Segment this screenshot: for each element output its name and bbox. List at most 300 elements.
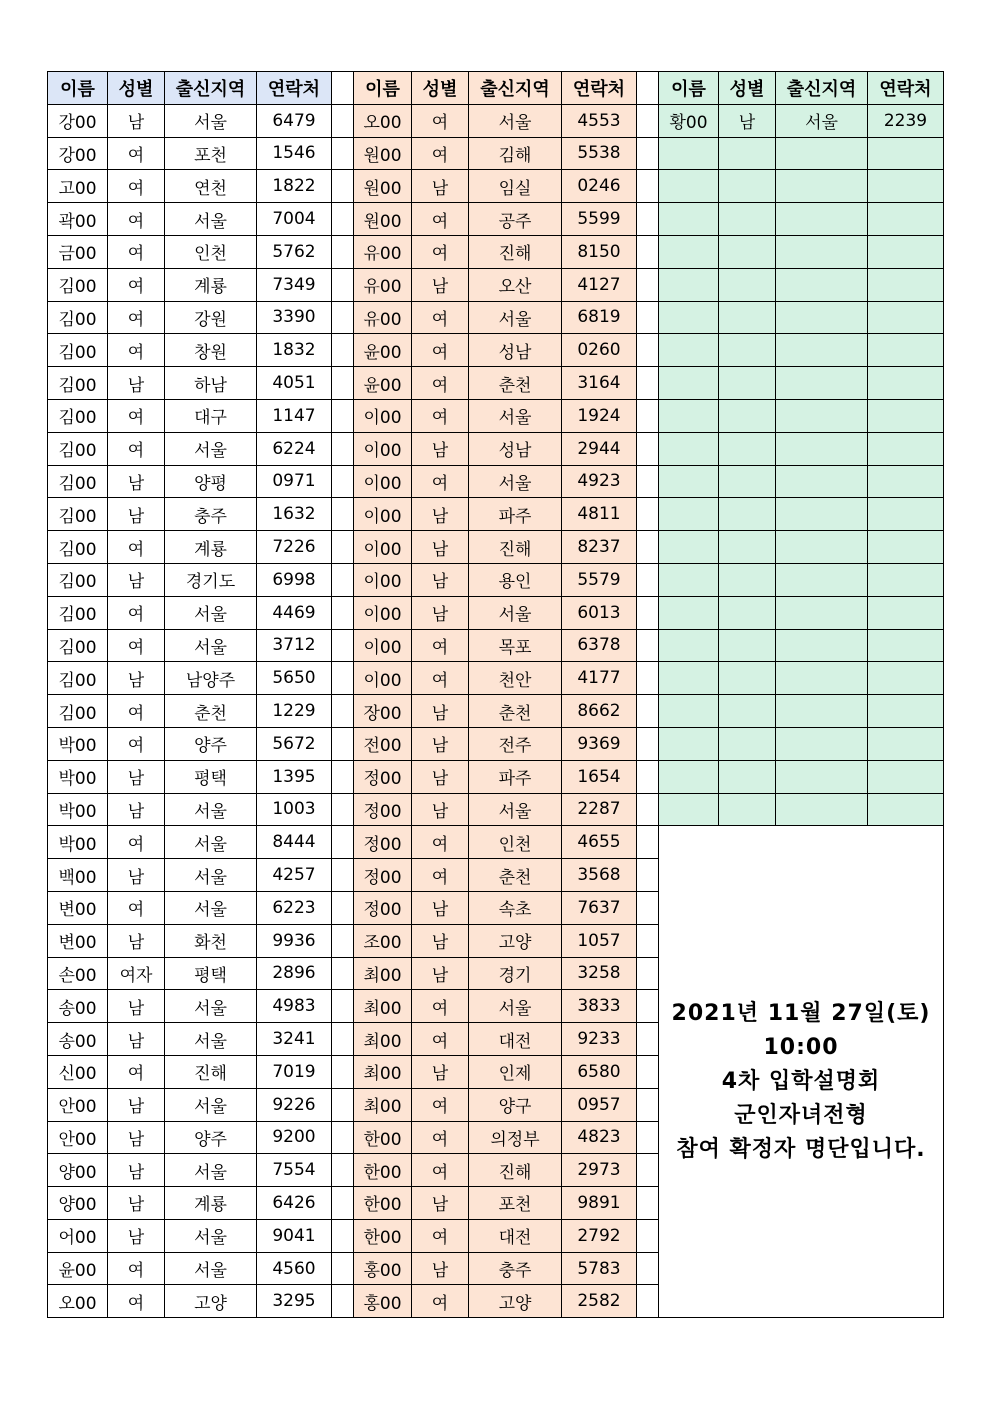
column-gap xyxy=(332,990,354,1023)
cell-contact-c xyxy=(868,170,944,203)
cell-region-b: 진해 xyxy=(469,531,562,564)
column-gap xyxy=(637,727,659,760)
cell-region-a: 계룡 xyxy=(165,1187,257,1220)
cell-region-a: 양주 xyxy=(165,1121,257,1154)
cell-contact-a: 3712 xyxy=(257,629,332,662)
cell-name-b: 윤00 xyxy=(354,367,412,400)
cell-contact-c xyxy=(868,235,944,268)
cell-gender-c xyxy=(719,563,776,596)
cell-gender-c xyxy=(719,662,776,695)
table-row xyxy=(48,662,944,695)
cell-contact-c xyxy=(868,498,944,531)
cell-region-b: 춘천 xyxy=(469,695,562,728)
cell-region-b: 춘천 xyxy=(469,859,562,892)
cell-region-b: 성남 xyxy=(469,432,562,465)
cell-name-c xyxy=(659,695,719,728)
cell-region-b: 용인 xyxy=(469,563,562,596)
cell-contact-b: 5599 xyxy=(562,203,637,236)
cell-gender-c xyxy=(719,596,776,629)
cell-region-c xyxy=(776,498,868,531)
cell-region-a: 서울 xyxy=(165,1023,257,1056)
cell-contact-b: 2287 xyxy=(562,793,637,826)
cell-region-a: 서울 xyxy=(165,596,257,629)
cell-region-b: 목포 xyxy=(469,629,562,662)
cell-gender-b: 여 xyxy=(412,990,469,1023)
cell-region-b: 춘천 xyxy=(469,367,562,400)
cell-region-c xyxy=(776,203,868,236)
cell-contact-b: 8237 xyxy=(562,531,637,564)
column-gap xyxy=(637,235,659,268)
cell-contact-c xyxy=(868,563,944,596)
table-row xyxy=(48,563,944,596)
cell-gender-a: 여 xyxy=(108,596,165,629)
cell-name-a: 안00 xyxy=(48,1088,108,1121)
cell-region-b: 포천 xyxy=(469,1187,562,1220)
cell-gender-a: 남 xyxy=(108,563,165,596)
column-gap xyxy=(332,695,354,728)
table-row xyxy=(48,268,944,301)
cell-region-b: 공주 xyxy=(469,203,562,236)
cell-gender-b: 여 xyxy=(412,334,469,367)
cell-name-b: 최00 xyxy=(354,990,412,1023)
cell-name-b: 한00 xyxy=(354,1121,412,1154)
cell-gender-a: 여 xyxy=(108,629,165,662)
cell-contact-c xyxy=(868,531,944,564)
cell-gender-b: 여 xyxy=(412,235,469,268)
cell-region-a: 화천 xyxy=(165,924,257,957)
cell-gender-b: 남 xyxy=(412,760,469,793)
cell-name-b: 정00 xyxy=(354,793,412,826)
cell-gender-b: 여 xyxy=(412,1285,469,1318)
cell-gender-c xyxy=(719,170,776,203)
column-gap xyxy=(332,1055,354,1088)
cell-contact-a: 6426 xyxy=(257,1187,332,1220)
cell-contact-b: 3164 xyxy=(562,367,637,400)
column-gap xyxy=(332,826,354,859)
column-gap xyxy=(637,399,659,432)
cell-region-b: 경기 xyxy=(469,957,562,990)
cell-gender-b: 남 xyxy=(412,498,469,531)
cell-region-c xyxy=(776,596,868,629)
cell-region-a: 서울 xyxy=(165,891,257,924)
cell-gender-b: 여 xyxy=(412,1088,469,1121)
cell-contact-b: 0957 xyxy=(562,1088,637,1121)
cell-name-c xyxy=(659,596,719,629)
cell-gender-b: 남 xyxy=(412,432,469,465)
cell-name-b: 원00 xyxy=(354,137,412,170)
cell-name-c xyxy=(659,531,719,564)
cell-region-a: 인천 xyxy=(165,235,257,268)
cell-region-c xyxy=(776,727,868,760)
cell-region-a: 하남 xyxy=(165,367,257,400)
cell-name-a: 김00 xyxy=(48,465,108,498)
cell-name-b: 이00 xyxy=(354,399,412,432)
cell-name-a: 김00 xyxy=(48,695,108,728)
cell-gender-c xyxy=(719,760,776,793)
cell-gender-b: 남 xyxy=(412,793,469,826)
cell-region-a: 서울 xyxy=(165,826,257,859)
cell-contact-b: 4177 xyxy=(562,662,637,695)
column-gap xyxy=(332,235,354,268)
cell-contact-b: 3568 xyxy=(562,859,637,892)
cell-name-a: 박00 xyxy=(48,727,108,760)
cell-name-a: 고00 xyxy=(48,170,108,203)
cell-contact-c xyxy=(868,399,944,432)
cell-gender-a: 남 xyxy=(108,1187,165,1220)
header-gender-b: 성별 xyxy=(412,72,469,105)
column-gap xyxy=(637,596,659,629)
cell-contact-b: 4923 xyxy=(562,465,637,498)
cell-region-b: 임실 xyxy=(469,170,562,203)
cell-gender-b: 여 xyxy=(412,1023,469,1056)
cell-contact-c xyxy=(868,727,944,760)
cell-gender-a: 여 xyxy=(108,399,165,432)
cell-name-a: 윤00 xyxy=(48,1252,108,1285)
cell-gender-b: 여 xyxy=(412,662,469,695)
cell-gender-a: 여 xyxy=(108,891,165,924)
cell-name-a: 김00 xyxy=(48,531,108,564)
cell-contact-c xyxy=(868,465,944,498)
cell-contact-c xyxy=(868,268,944,301)
cell-region-a: 계룡 xyxy=(165,531,257,564)
cell-contact-b: 1654 xyxy=(562,760,637,793)
cell-region-a: 춘천 xyxy=(165,695,257,728)
cell-region-b: 의정부 xyxy=(469,1121,562,1154)
cell-name-a: 신00 xyxy=(48,1055,108,1088)
cell-contact-b: 4553 xyxy=(562,104,637,137)
column-gap xyxy=(332,1023,354,1056)
header-name-a: 이름 xyxy=(48,72,108,105)
header-gender-c: 성별 xyxy=(719,72,776,105)
column-gap xyxy=(637,137,659,170)
cell-region-b: 오산 xyxy=(469,268,562,301)
cell-contact-a: 7554 xyxy=(257,1154,332,1187)
cell-region-a: 경기도 xyxy=(165,563,257,596)
cell-gender-a: 여 xyxy=(108,695,165,728)
table-row xyxy=(48,695,944,728)
cell-name-a: 손00 xyxy=(48,957,108,990)
column-gap xyxy=(332,268,354,301)
cell-contact-a: 5650 xyxy=(257,662,332,695)
cell-gender-b: 여 xyxy=(412,367,469,400)
cell-gender-a: 여 xyxy=(108,137,165,170)
cell-name-a: 김00 xyxy=(48,268,108,301)
column-gap xyxy=(332,629,354,662)
cell-name-c xyxy=(659,629,719,662)
cell-contact-c xyxy=(868,334,944,367)
header-region-c: 출신지역 xyxy=(776,72,868,105)
cell-name-a: 김00 xyxy=(48,301,108,334)
cell-gender-c xyxy=(719,367,776,400)
table-row xyxy=(48,531,944,564)
cell-gender-a: 여 xyxy=(108,268,165,301)
cell-gender-c: 남 xyxy=(719,104,776,137)
cell-contact-a: 4051 xyxy=(257,367,332,400)
cell-region-b: 양구 xyxy=(469,1088,562,1121)
cell-contact-a: 9041 xyxy=(257,1219,332,1252)
cell-name-b: 이00 xyxy=(354,662,412,695)
cell-region-b: 김해 xyxy=(469,137,562,170)
cell-contact-a: 2896 xyxy=(257,957,332,990)
cell-name-a: 백00 xyxy=(48,859,108,892)
cell-gender-b: 여 xyxy=(412,826,469,859)
cell-contact-b: 6580 xyxy=(562,1055,637,1088)
cell-name-c xyxy=(659,203,719,236)
table-row xyxy=(48,826,944,859)
cell-name-c xyxy=(659,301,719,334)
cell-region-c xyxy=(776,399,868,432)
cell-name-c xyxy=(659,170,719,203)
cell-contact-b: 6378 xyxy=(562,629,637,662)
cell-contact-a: 1147 xyxy=(257,399,332,432)
cell-gender-b: 여 xyxy=(412,104,469,137)
column-gap xyxy=(332,924,354,957)
cell-name-b: 이00 xyxy=(354,563,412,596)
cell-name-a: 김00 xyxy=(48,334,108,367)
cell-gender-a: 남 xyxy=(108,367,165,400)
cell-region-a: 서울 xyxy=(165,1088,257,1121)
column-gap xyxy=(332,1187,354,1220)
column-gap xyxy=(637,1252,659,1285)
cell-name-a: 박00 xyxy=(48,793,108,826)
cell-gender-b: 남 xyxy=(412,531,469,564)
cell-gender-c xyxy=(719,629,776,662)
cell-name-c xyxy=(659,760,719,793)
cell-region-c xyxy=(776,301,868,334)
cell-contact-b: 1924 xyxy=(562,399,637,432)
column-gap xyxy=(332,793,354,826)
cell-gender-c xyxy=(719,727,776,760)
cell-region-b: 서울 xyxy=(469,399,562,432)
cell-contact-b: 2944 xyxy=(562,432,637,465)
cell-region-a: 계룡 xyxy=(165,268,257,301)
cell-contact-a: 3390 xyxy=(257,301,332,334)
cell-name-a: 박00 xyxy=(48,760,108,793)
cell-gender-a: 여 xyxy=(108,301,165,334)
cell-name-b: 정00 xyxy=(354,859,412,892)
cell-contact-b: 6819 xyxy=(562,301,637,334)
cell-region-b: 대전 xyxy=(469,1023,562,1056)
cell-region-a: 서울 xyxy=(165,1252,257,1285)
participant-list-sheet xyxy=(47,71,943,1323)
cell-region-b: 천안 xyxy=(469,662,562,695)
cell-name-b: 정00 xyxy=(354,891,412,924)
cell-name-c xyxy=(659,793,719,826)
cell-gender-b: 여 xyxy=(412,859,469,892)
cell-region-c xyxy=(776,170,868,203)
cell-name-a: 박00 xyxy=(48,826,108,859)
cell-gender-c xyxy=(719,137,776,170)
cell-region-a: 평택 xyxy=(165,957,257,990)
column-gap xyxy=(332,596,354,629)
cell-name-c xyxy=(659,399,719,432)
cell-gender-a: 여 xyxy=(108,1252,165,1285)
cell-name-b: 홍00 xyxy=(354,1285,412,1318)
cell-gender-b: 남 xyxy=(412,1252,469,1285)
cell-gender-c xyxy=(719,432,776,465)
cell-contact-b: 9369 xyxy=(562,727,637,760)
column-gap xyxy=(637,793,659,826)
cell-region-b: 전주 xyxy=(469,727,562,760)
cell-contact-a: 7349 xyxy=(257,268,332,301)
cell-gender-a: 여 xyxy=(108,826,165,859)
cell-name-a: 안00 xyxy=(48,1121,108,1154)
column-gap xyxy=(637,1154,659,1187)
cell-name-a: 송00 xyxy=(48,1023,108,1056)
cell-contact-a: 9226 xyxy=(257,1088,332,1121)
cell-name-b: 오00 xyxy=(354,104,412,137)
column-gap xyxy=(332,203,354,236)
cell-region-a: 포천 xyxy=(165,137,257,170)
table-row xyxy=(48,203,944,236)
cell-contact-b: 4823 xyxy=(562,1121,637,1154)
cell-name-a: 곽00 xyxy=(48,203,108,236)
notice-line: 4차 입학설명회 xyxy=(721,1068,881,1094)
cell-region-c xyxy=(776,137,868,170)
cell-contact-a: 1395 xyxy=(257,760,332,793)
cell-region-a: 서울 xyxy=(165,1219,257,1252)
header-row xyxy=(48,72,944,105)
header-name-c: 이름 xyxy=(659,72,719,105)
cell-gender-a: 여 xyxy=(108,727,165,760)
cell-region-c: 서울 xyxy=(776,104,868,137)
cell-contact-b: 7637 xyxy=(562,891,637,924)
column-gap xyxy=(637,957,659,990)
column-gap xyxy=(332,465,354,498)
column-gap xyxy=(332,1154,354,1187)
table-row xyxy=(48,432,944,465)
cell-contact-b: 4127 xyxy=(562,268,637,301)
cell-region-a: 강원 xyxy=(165,301,257,334)
cell-region-c xyxy=(776,793,868,826)
cell-contact-a: 6998 xyxy=(257,563,332,596)
cell-name-a: 김00 xyxy=(48,367,108,400)
cell-gender-a: 남 xyxy=(108,793,165,826)
cell-gender-a: 남 xyxy=(108,760,165,793)
cell-name-b: 조00 xyxy=(354,924,412,957)
cell-gender-a: 남 xyxy=(108,465,165,498)
cell-contact-c xyxy=(868,203,944,236)
cell-gender-c xyxy=(719,695,776,728)
cell-contact-a: 4983 xyxy=(257,990,332,1023)
cell-gender-a: 남 xyxy=(108,104,165,137)
cell-region-b: 대전 xyxy=(469,1219,562,1252)
cell-contact-c xyxy=(868,137,944,170)
cell-region-c xyxy=(776,465,868,498)
cell-contact-b: 0246 xyxy=(562,170,637,203)
cell-contact-a: 6224 xyxy=(257,432,332,465)
table-row xyxy=(48,596,944,629)
column-gap xyxy=(637,334,659,367)
column-gap xyxy=(332,1219,354,1252)
cell-contact-c: 2239 xyxy=(868,104,944,137)
cell-name-a: 김00 xyxy=(48,662,108,695)
cell-gender-c xyxy=(719,301,776,334)
cell-name-c xyxy=(659,563,719,596)
cell-contact-c xyxy=(868,793,944,826)
cell-gender-c xyxy=(719,268,776,301)
table-row xyxy=(48,465,944,498)
cell-region-a: 서울 xyxy=(165,793,257,826)
cell-contact-a: 5672 xyxy=(257,727,332,760)
cell-gender-c xyxy=(719,531,776,564)
cell-name-b: 최00 xyxy=(354,1088,412,1121)
cell-contact-b: 8150 xyxy=(562,235,637,268)
cell-contact-a: 1546 xyxy=(257,137,332,170)
column-gap xyxy=(332,399,354,432)
cell-region-b: 충주 xyxy=(469,1252,562,1285)
cell-name-b: 홍00 xyxy=(354,1252,412,1285)
cell-contact-c xyxy=(868,432,944,465)
cell-name-a: 변00 xyxy=(48,924,108,957)
cell-region-a: 남양주 xyxy=(165,662,257,695)
column-gap xyxy=(332,957,354,990)
cell-name-c xyxy=(659,334,719,367)
cell-contact-c xyxy=(868,662,944,695)
cell-contact-a: 4469 xyxy=(257,596,332,629)
cell-contact-b: 8662 xyxy=(562,695,637,728)
column-gap xyxy=(332,367,354,400)
cell-region-a: 서울 xyxy=(165,629,257,662)
column-gap xyxy=(332,334,354,367)
cell-gender-c xyxy=(719,235,776,268)
cell-name-c xyxy=(659,727,719,760)
cell-region-b: 서울 xyxy=(469,465,562,498)
column-gap xyxy=(637,432,659,465)
column-gap xyxy=(332,104,354,137)
cell-contact-b: 5783 xyxy=(562,1252,637,1285)
cell-gender-b: 여 xyxy=(412,465,469,498)
cell-gender-b: 남 xyxy=(412,596,469,629)
column-gap xyxy=(637,760,659,793)
cell-gender-b: 여 xyxy=(412,301,469,334)
cell-gender-a: 여 xyxy=(108,1055,165,1088)
cell-region-a: 서울 xyxy=(165,203,257,236)
column-gap xyxy=(637,859,659,892)
cell-contact-a: 7019 xyxy=(257,1055,332,1088)
cell-region-c xyxy=(776,235,868,268)
cell-region-a: 서울 xyxy=(165,1154,257,1187)
cell-name-a: 양00 xyxy=(48,1154,108,1187)
cell-name-b: 원00 xyxy=(354,203,412,236)
column-gap xyxy=(332,301,354,334)
cell-contact-c xyxy=(868,760,944,793)
header-gender-a: 성별 xyxy=(108,72,165,105)
notice-box xyxy=(659,826,944,1318)
cell-region-b: 서울 xyxy=(469,104,562,137)
cell-contact-a: 3241 xyxy=(257,1023,332,1056)
cell-contact-b: 0260 xyxy=(562,334,637,367)
cell-gender-a: 남 xyxy=(108,1088,165,1121)
table-row xyxy=(48,104,944,137)
cell-region-b: 파주 xyxy=(469,760,562,793)
cell-gender-b: 남 xyxy=(412,957,469,990)
notice-line: 군인자녀전형 xyxy=(734,1102,868,1128)
cell-name-a: 김00 xyxy=(48,596,108,629)
cell-region-a: 양평 xyxy=(165,465,257,498)
cell-region-b: 인제 xyxy=(469,1055,562,1088)
column-gap xyxy=(637,498,659,531)
column-gap xyxy=(637,1088,659,1121)
cell-name-a: 김00 xyxy=(48,498,108,531)
cell-region-a: 고양 xyxy=(165,1285,257,1318)
cell-region-b: 인천 xyxy=(469,826,562,859)
cell-region-c xyxy=(776,432,868,465)
cell-gender-b: 여 xyxy=(412,203,469,236)
cell-gender-c xyxy=(719,465,776,498)
cell-gender-c xyxy=(719,203,776,236)
column-gap xyxy=(637,826,659,859)
